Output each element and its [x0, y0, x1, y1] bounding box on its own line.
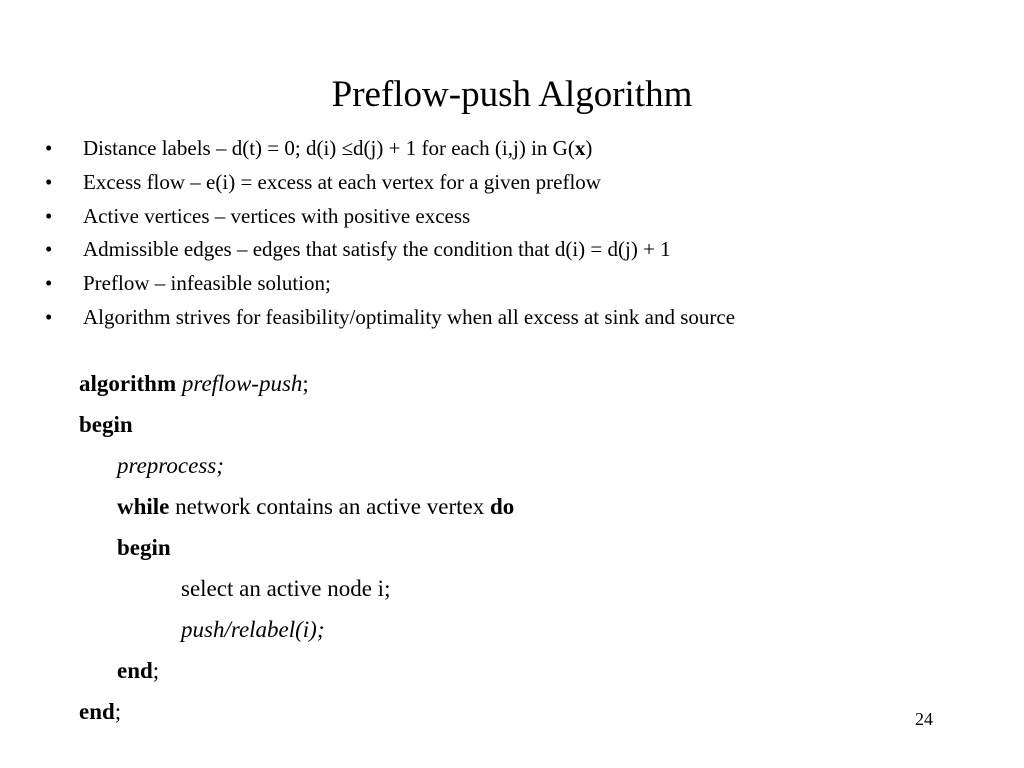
page-number: 24 — [915, 709, 933, 729]
keyword-do: do — [490, 494, 515, 519]
bullet-marker: • — [45, 203, 53, 228]
slide-title: Preflow-push Algorithm — [331, 74, 693, 115]
code-line-inner-end — [79, 650, 514, 691]
algorithm-name: preflow-push — [181, 371, 303, 396]
keyword-algorithm: algorithm — [79, 371, 177, 396]
bullet-text: Algorithm strives for feasibility/optimality when all excess at sink and source — [83, 304, 736, 329]
statement-terminator: ; — [302, 371, 309, 396]
bullet-marker: • — [45, 271, 53, 296]
bullet-marker: • — [45, 237, 53, 262]
code-line-select-node — [79, 568, 514, 609]
definition-list — [45, 133, 735, 336]
procedure-call-push-relabel: push/relabel(i); — [181, 617, 325, 642]
statement-terminator: ; — [114, 699, 122, 724]
statement-select-node: select an active node i; — [181, 576, 391, 601]
bullet-text-bold: x — [574, 136, 586, 160]
keyword-begin: begin — [117, 535, 171, 560]
keyword-end: end — [117, 658, 153, 683]
bullet-text-end: ) — [585, 136, 593, 160]
code-line-while — [79, 486, 514, 527]
bullet-text: Preflow – infeasible solution; — [83, 271, 331, 296]
code-line-inner-begin — [79, 527, 514, 568]
code-line-algorithm — [79, 363, 514, 404]
keyword-begin: begin — [79, 412, 133, 437]
bullet-marker: • — [45, 169, 53, 194]
bullet-marker: • — [45, 136, 53, 160]
bullet-admissible-edges — [45, 234, 735, 268]
bullet-preflow — [45, 268, 735, 302]
bullet-text: Excess flow – e(i) = excess at each vertex for a given preflow — [83, 169, 601, 194]
bullet-text: Active vertices – vertices with positive excess — [83, 203, 471, 228]
bullet-text: Admissible edges – edges that satisfy the condition that d(i) = d(j) + 1 — [83, 237, 671, 262]
statement-terminator: ; — [152, 658, 160, 683]
bullet-distance-labels — [45, 133, 735, 167]
code-line-push-relabel — [79, 609, 514, 650]
bullet-algorithm-strives — [45, 302, 735, 336]
loop-condition: network contains an active vertex — [169, 494, 490, 519]
procedure-call-preprocess: preprocess; — [117, 453, 224, 478]
pseudocode-block — [79, 363, 514, 732]
bullet-marker: • — [45, 304, 53, 329]
bullet-active-vertices — [45, 201, 735, 235]
code-line-begin — [79, 404, 514, 445]
code-line-end — [79, 691, 514, 732]
bullet-excess-flow — [45, 167, 735, 201]
bullet-text: Distance labels – d(t) = 0; d(i) ≤d(j) + 1 for each (i,j) in G( — [83, 136, 575, 160]
code-line-preprocess — [79, 445, 514, 486]
keyword-end: end — [79, 699, 115, 724]
keyword-while: while — [117, 494, 170, 519]
